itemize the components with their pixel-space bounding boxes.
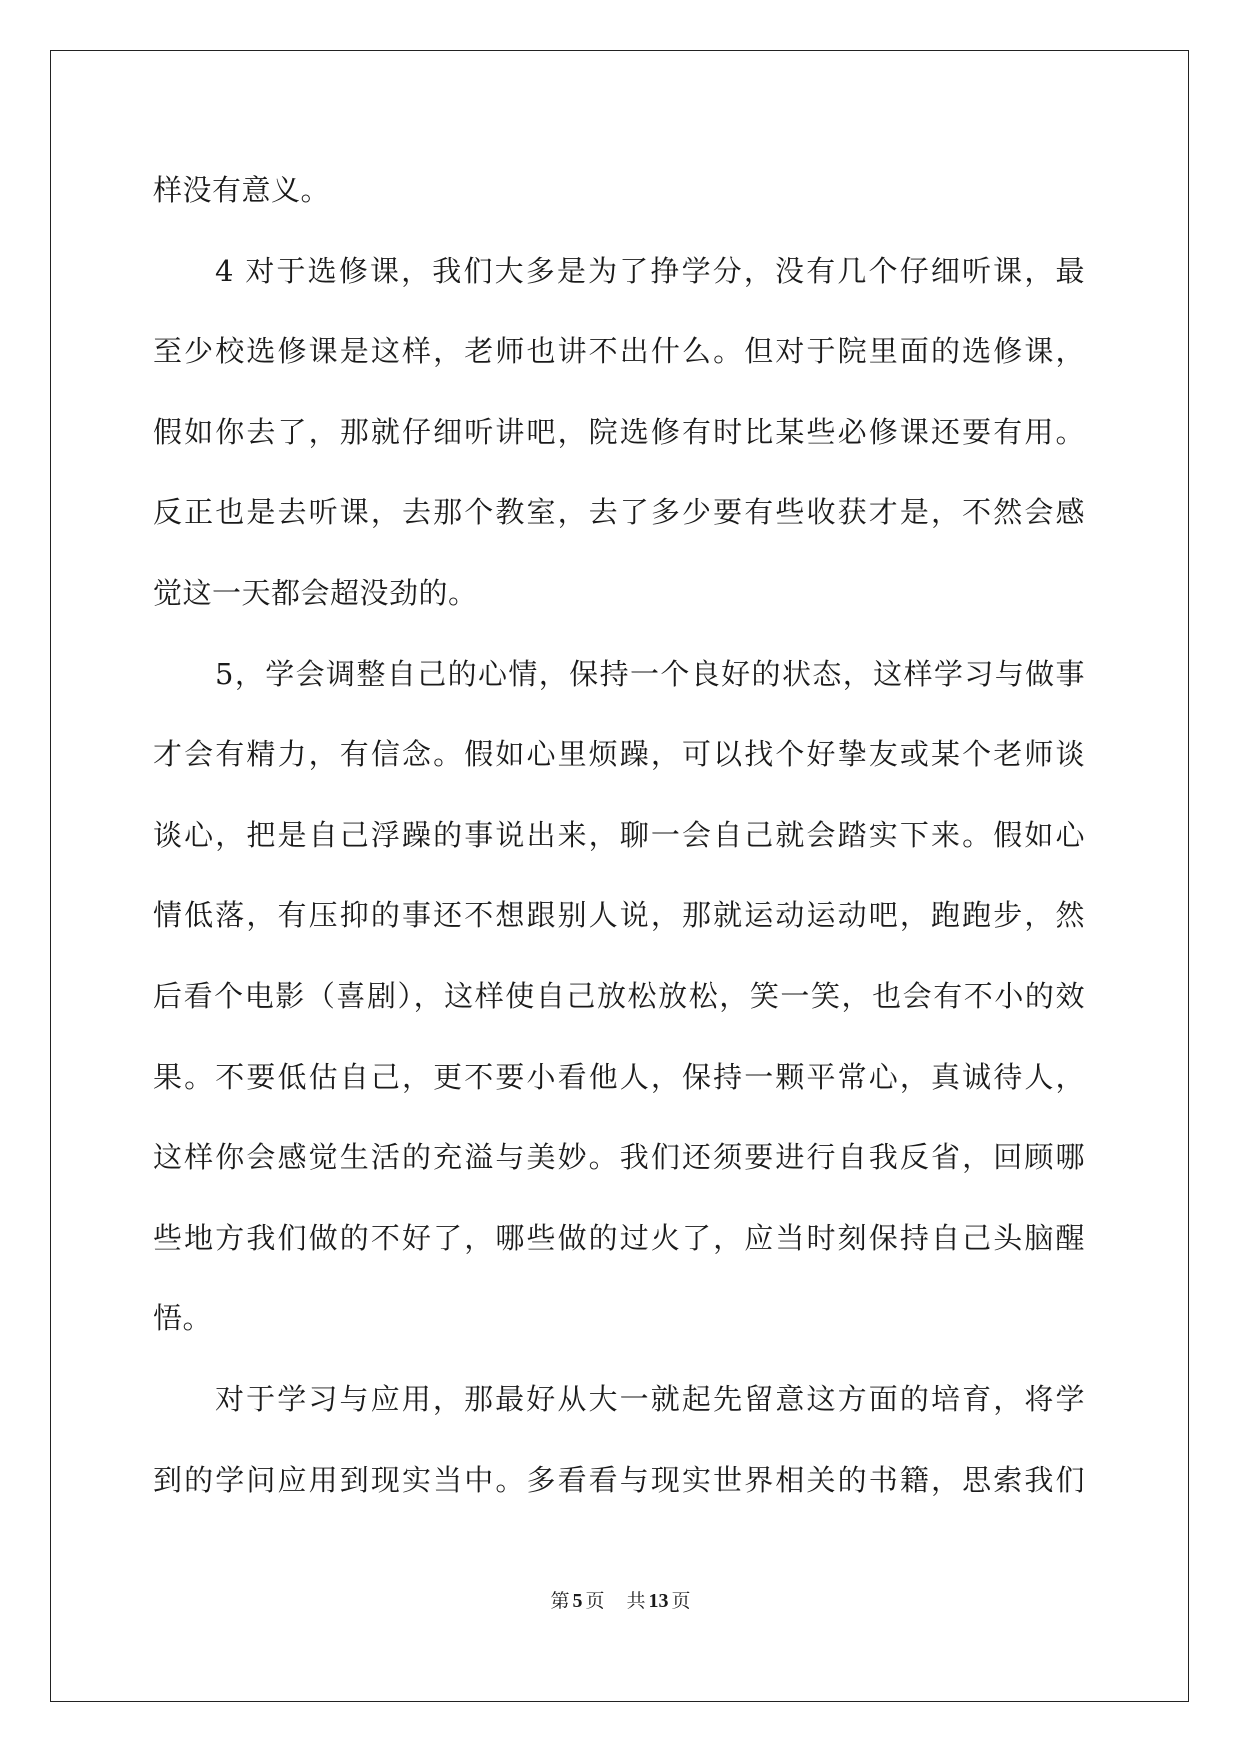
text-line: 情低落，有压抑的事还不想跟别人说，那就运动运动吧，跑跑步，然: [153, 898, 1085, 933]
text-line: 后看个电影（喜剧），这样使自己放松放松，笑一笑，也会有不小的效: [153, 978, 1085, 1013]
page-number: 5: [572, 1590, 583, 1612]
text-line: 才会有精力，有信念。假如心里烦躁，可以找个好挚友或某个老师谈: [153, 737, 1085, 772]
page-prefix: 第: [550, 1590, 570, 1612]
text-line: 到的学问应用到现实当中。多看看与现实世界相关的书籍，思索我们: [153, 1462, 1085, 1497]
text-line: 样没有意义。: [153, 173, 331, 207]
text-line: 这样你会感觉生活的充溢与美妙。我们还须要进行自我反省，回顾哪: [153, 1140, 1085, 1175]
text-line: 4 对于选修课，我们大多是为了挣学分，没有几个仔细听课，最: [215, 253, 1085, 288]
text-line: 果。不要低估自己，更不要小看他人，保持一颗平常心，真诚待人，: [153, 1059, 1085, 1094]
text-line: 假如你去了，那就仔细听讲吧，院选修有时比某些必修课还要有用。: [153, 414, 1085, 449]
total-suffix: 页: [671, 1590, 691, 1612]
text-line: 对于学习与应用，那最好从大一就起先留意这方面的培育，将学: [215, 1381, 1085, 1416]
total-prefix: 共: [626, 1590, 646, 1612]
text-line: 至少校选修课是这样，老师也讲不出什么。但对于院里面的选修课，: [153, 334, 1085, 369]
text-line: 悟。: [153, 1301, 213, 1336]
total-pages: 13: [648, 1590, 669, 1612]
text-line: 些地方我们做的不好了，哪些做的过火了，应当时刻保持自己头脑醒: [153, 1220, 1085, 1255]
document-body: [153, 150, 1085, 1520]
text-line: 5，学会调整自己的心情，保持一个良好的状态，这样学习与做事: [215, 656, 1085, 691]
page-footer: [0, 1586, 1241, 1613]
text-line: 谈心，把是自己浮躁的事说出来，聊一会自己就会踏实下来。假如心: [153, 817, 1085, 852]
text-line: 反正也是去听课，去那个教室，去了多少要有些收获才是，不然会感: [153, 495, 1085, 530]
page-suffix: 页: [585, 1590, 605, 1612]
text-line: 觉这一天都会超没劲的。: [153, 575, 478, 610]
